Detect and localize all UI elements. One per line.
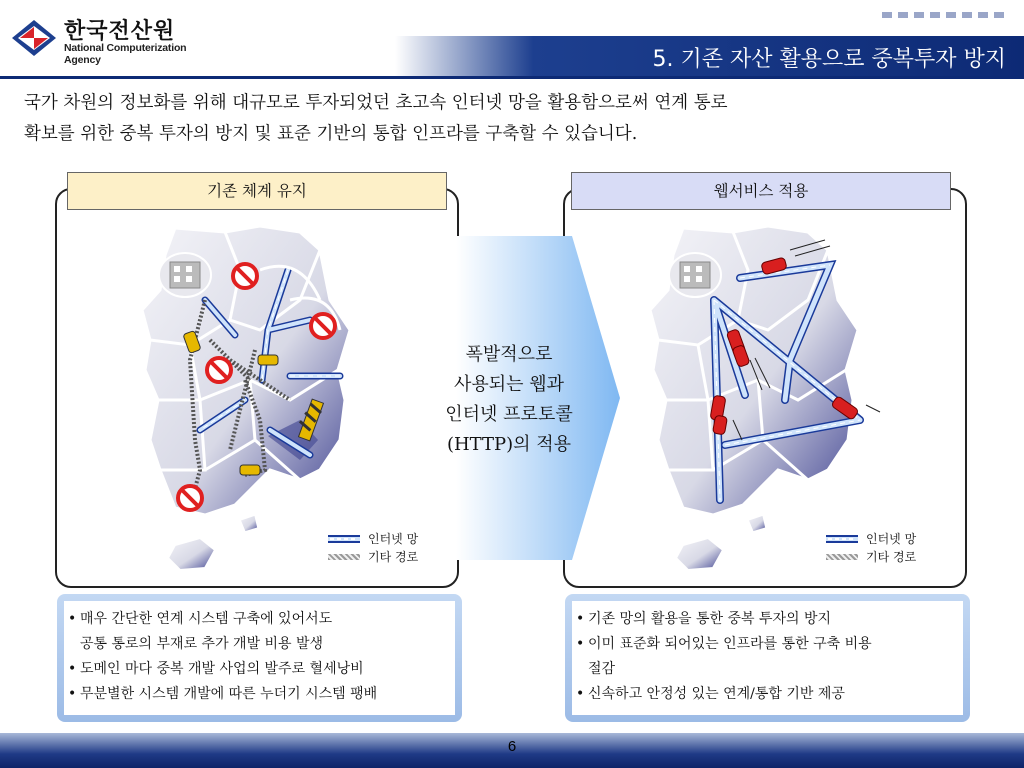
other-route-swatch-icon bbox=[328, 554, 360, 560]
legend-other-label: 기타 경로 bbox=[368, 550, 419, 564]
right-legend bbox=[826, 530, 916, 566]
arrow-line-2: 사용되는 웹과 bbox=[453, 374, 565, 395]
arrow-caption bbox=[420, 340, 598, 460]
legend-internet-label: 인터넷 망 bbox=[368, 532, 419, 546]
other-route-swatch-icon bbox=[826, 554, 858, 560]
list-item: • 기존 망의 활용을 통한 중복 투자의 방지 bbox=[576, 611, 832, 627]
list-item: • 도메인 마다 중복 개발 사업의 발주로 혈세낭비 bbox=[68, 661, 364, 677]
arrow-line-1: 폭발적으로 bbox=[465, 344, 553, 365]
list-item: • 매우 간단한 연계 시스템 구축에 있어서도 bbox=[68, 611, 333, 627]
right-bullet-box bbox=[565, 594, 970, 722]
left-panel-tab: 기존 체계 유지 bbox=[67, 172, 447, 210]
logo-korean-text: 한국전산원 bbox=[64, 19, 176, 44]
right-panel-tab: 웹서비스 적용 bbox=[571, 172, 951, 210]
list-item: 공통 통로의 부재로 추가 개발 비용 발생 bbox=[80, 636, 324, 652]
list-item: • 신속하고 안정성 있는 연계/통합 기반 제공 bbox=[576, 686, 845, 702]
left-legend bbox=[328, 530, 418, 566]
arrow-line-3: 인터넷 프로토콜 bbox=[445, 404, 573, 425]
list-item: 절감 bbox=[588, 661, 616, 677]
list-item: • 이미 표준화 되어있는 인프라를 통한 구축 비용 bbox=[576, 636, 872, 652]
page-number: 6 bbox=[507, 738, 517, 755]
arrow-line-4: (HTTP)의 적용 bbox=[446, 434, 572, 455]
intro-line-2: 확보를 위한 중복 투자의 방지 및 표준 기반의 통합 인프라를 구축할 수 있습니다. bbox=[24, 124, 638, 144]
internet-line-swatch-icon bbox=[826, 535, 858, 543]
legend-internet-label: 인터넷 망 bbox=[866, 532, 917, 546]
list-item: • 무분별한 시스템 개발에 따른 누더기 시스템 팽배 bbox=[68, 686, 378, 702]
internet-line-swatch-icon bbox=[328, 535, 360, 543]
logo-english-text: National Computerization Agency bbox=[64, 42, 187, 66]
slide-title: 5. 기존 자산 활용으로 중복투자 방지 bbox=[652, 47, 1006, 72]
legend-other-label: 기타 경로 bbox=[866, 550, 917, 564]
left-bullet-box bbox=[57, 594, 462, 722]
intro-line-1: 국가 차원의 정보화를 위해 대규모로 투자되었던 초고속 인터넷 망을 활용함으로써 연계 통로 bbox=[24, 93, 728, 113]
